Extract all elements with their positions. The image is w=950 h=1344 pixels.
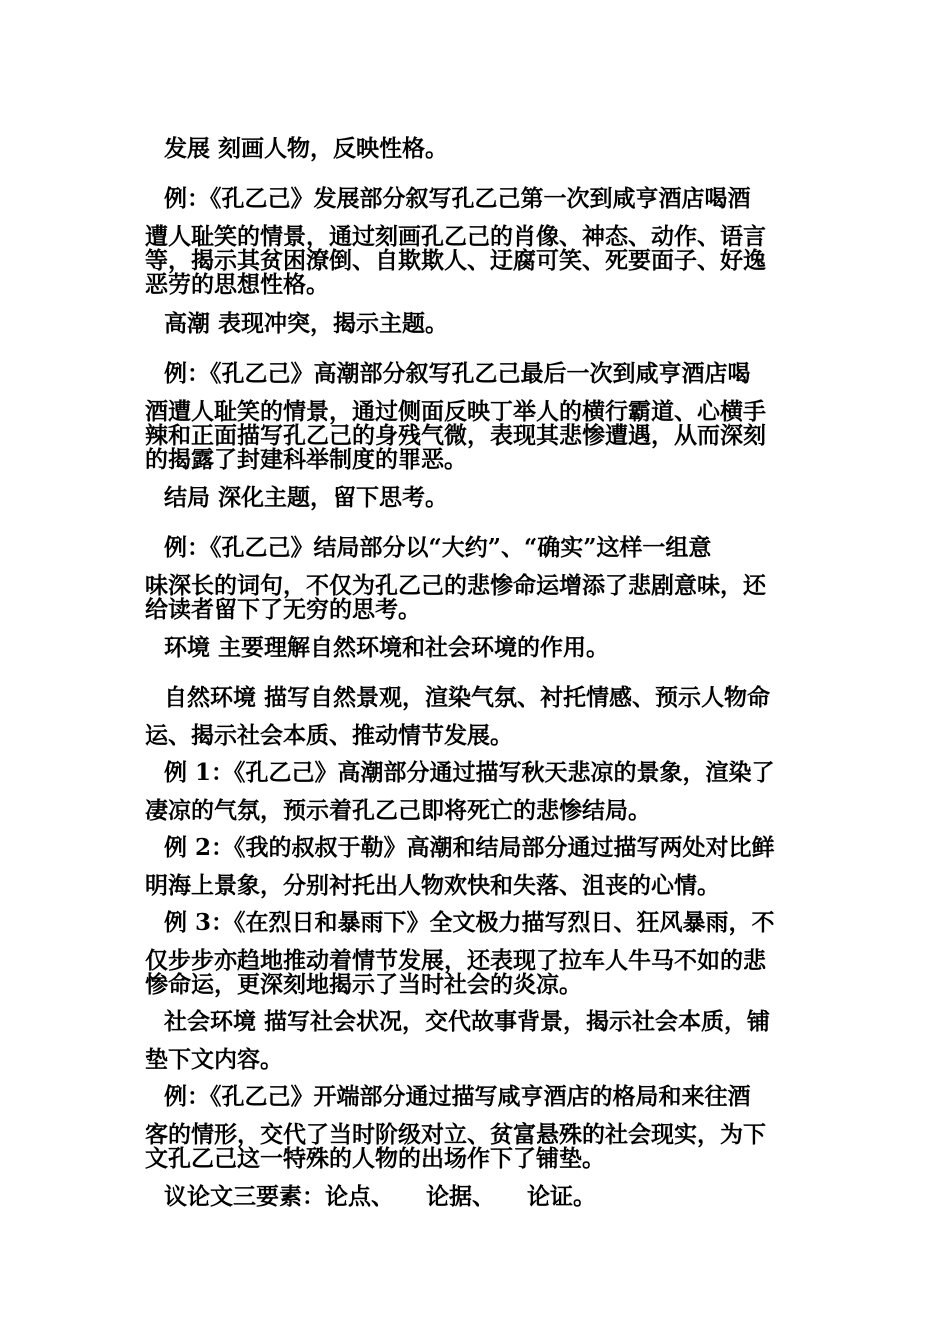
- text-line: 凄凉的气氛，预示着孔乙己即将死亡的悲惨结局。: [145, 797, 651, 824]
- text-line: 仅步步亦趋地推动着情节发展，还表现了拉车人牛马不如的悲: [145, 947, 766, 974]
- text-line: 高潮 表现冲突，揭示主题。: [164, 310, 449, 337]
- text-line: 运、揭示社会本质、推动情节发展。: [145, 722, 513, 749]
- text-line: 惨命运，更深刻地揭示了当时社会的炎凉。: [145, 971, 582, 998]
- text-line: 恶劳的思想性格。: [145, 271, 329, 298]
- text-line: 发展 刻画人物，反映性格。: [164, 135, 449, 162]
- text-line: 例：《孔乙己》高潮部分叙写孔乙己最后一次到咸亨酒店喝: [164, 360, 751, 387]
- text-line: 等，揭示其贫困潦倒、自欺欺人、迂腐可笑、死要面子、好逸: [145, 247, 766, 274]
- text-line: 明海上景象，分别衬托出人物欢快和失落、沮丧的心情。: [145, 872, 720, 899]
- text-line: 例 3：《在烈日和暴雨下》全文极力描写烈日、狂风暴雨，不: [164, 909, 775, 936]
- text-line: 例：《孔乙己》结局部分以“大约”、“确实”这样一组意: [164, 534, 712, 561]
- text-line: 例：《孔乙己》发展部分叙写孔乙己第一次到咸亨酒店喝酒: [164, 185, 751, 212]
- text-line: 垫下文内容。: [145, 1046, 283, 1073]
- text-line: 议论文三要素：论点、 论据、 论证。: [164, 1183, 597, 1210]
- text-line: 遭人耻笑的情景，通过刻画孔乙己的肖像、神态、动作、语言: [145, 223, 766, 250]
- text-line: 自然环境 描写自然景观，渲染气氛、衬托情感、预示人物命: [164, 684, 771, 711]
- text-line: 社会环境 描写社会状况，交代故事背景，揭示社会本质，铺: [164, 1008, 771, 1035]
- text-line: 给读者留下了无穷的思考。: [145, 596, 421, 623]
- text-line: 文孔乙己这一特殊的人物的出场作下了铺垫。: [145, 1145, 605, 1172]
- text-line: 例：《孔乙己》开端部分通过描写咸亨酒店的格局和来往酒: [164, 1083, 751, 1110]
- text-line: 例 1：《孔乙己》高潮部分通过描写秋天悲凉的景象，渲染了: [164, 759, 775, 786]
- text-line: 的揭露了封建科举制度的罪恶。: [145, 446, 467, 473]
- text-line: 辣和正面描写孔乙己的身残气微，表现其悲惨遭遇，从而深刻: [145, 422, 766, 449]
- text-line: 结局 深化主题，留下思考。: [164, 484, 449, 511]
- text-line: 味深长的词句，不仅为孔乙己的悲惨命运增添了悲剧意味，还: [145, 572, 766, 599]
- text-line: 例 2：《我的叔叔于勒》高潮和结局部分通过描写两处对比鲜: [164, 834, 775, 861]
- text-line: 客的情形，交代了当时阶级对立、贫富悬殊的社会现实，为下: [145, 1121, 766, 1148]
- text-line: 酒遭人耻笑的情景，通过侧面反映丁举人的横行霸道、心横手: [145, 398, 766, 425]
- text-line: 环境 主要理解自然环境和社会环境的作用。: [164, 634, 610, 661]
